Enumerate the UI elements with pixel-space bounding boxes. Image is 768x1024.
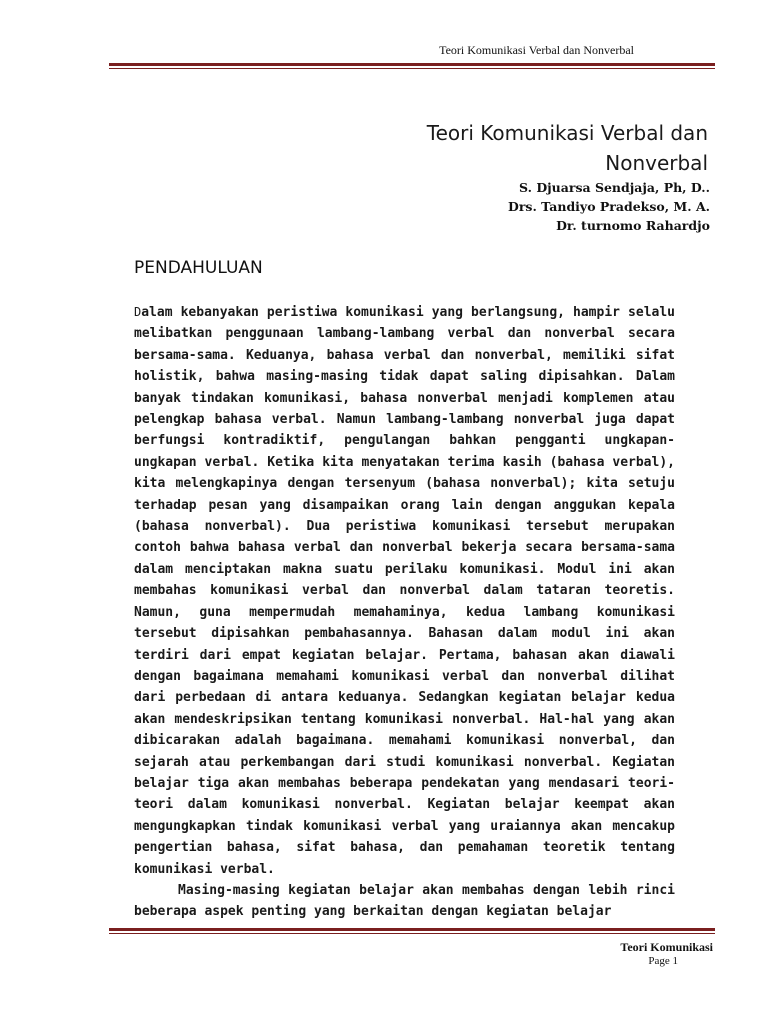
page-number: Page 1 — [648, 955, 678, 967]
section-heading: PENDAHULUAN — [134, 258, 263, 278]
author-3: Dr. turnomo Rahardjo — [556, 218, 710, 233]
author-2: Drs. Tandiyo Pradekso, M. A. — [507, 199, 710, 214]
paragraph-1 — [134, 302, 675, 880]
document-title — [427, 118, 708, 178]
author-1: S. Djuarsa Sendjaja, Ph, D.. — [519, 180, 710, 195]
title-line-2: Nonverbal — [605, 151, 708, 175]
header-rule — [109, 63, 715, 69]
title-line-1: Teori Komunikasi Verbal dan — [426, 121, 708, 145]
footer-title: Teori Komunikasi — [620, 940, 713, 954]
paragraph-1-text: alam kebanyakan peristiwa komunikasi yang berlangsung, hampir selalu melibatkan penggunaan lambang-lambang verbal dan nonverbal secara bersama-sama. Keduanya, bahasa verbal dan nonverbal, memiliki sifat holistik, bahwa masing-masing tidak dapat saling dipisahkan. Dalam banyak tindakan komunikasi, bahasa nonverbal menjadi komplemen atau pelengkap bahasa verbal. Namun lambang-lambang nonverbal juga dapat berfungsi kontradiktif, pengulangan bahkan pengganti ungkapan-ungkapan verbal. Ketika kita menyatakan terima kasih (bahasa verbal), kita melengkapinya dengan tersenyum (bahasa nonverbal); kita setuju terhadap pesan yang disampaikan orang lain dengan anggukan kepala (bahasa nonverbal). Dua peristiwa komunikasi tersebut merupakan contoh bahwa bahasa verbal dan nonverbal bekerja secara bersama-sama dalam menciptakan makna suatu perilaku komunikasi. Modul ini akan membahas komunikasi verbal dan nonverbal dalam tataran teoretis. Namun, guna mempermudah memahaminya, kedua lambang komunikasi tersebut dipisahkan pembahasannya. Bahasan dalam modul ini akan terdiri dari empat kegiatan belajar. Pertama, bahasan akan diawali dengan bagaimana memahami komunikasi verbal dan nonverbal dilihat dari perbedaan di antara keduanya. Sedangkan kegiatan belajar kedua akan mendeskripsikan tentang komunikasi nonverbal. Hal-hal yang akan dibicarakan adalah bagaimana. memahami komunikasi nonverbal, dan sejarah atau perkembangan dari studi komunikasi nonverbal. Kegiatan belajar tiga akan membahas beberapa pendekatan yang mendasari teori-teori dalam komunikasi nonverbal. Kegiatan belajar keempat akan mengungkapkan tindak komunikasi verbal yang uraiannya akan mencakup pengertian bahasa, sifat bahasa, dan pemahaman teoretik tentang komunikasi verbal. — [134, 305, 675, 877]
drop-cap: D — [134, 305, 142, 319]
body-text — [134, 302, 675, 923]
footer-rule — [109, 928, 715, 934]
running-header: Teori Komunikasi Verbal dan Nonverbal — [439, 43, 634, 57]
author-list — [508, 178, 710, 235]
paragraph-2: Masing-masing kegiatan belajar akan membahas dengan lebih rinci beberapa aspek penting yang berkaitan dengan kegiatan belajar — [134, 882, 675, 920]
